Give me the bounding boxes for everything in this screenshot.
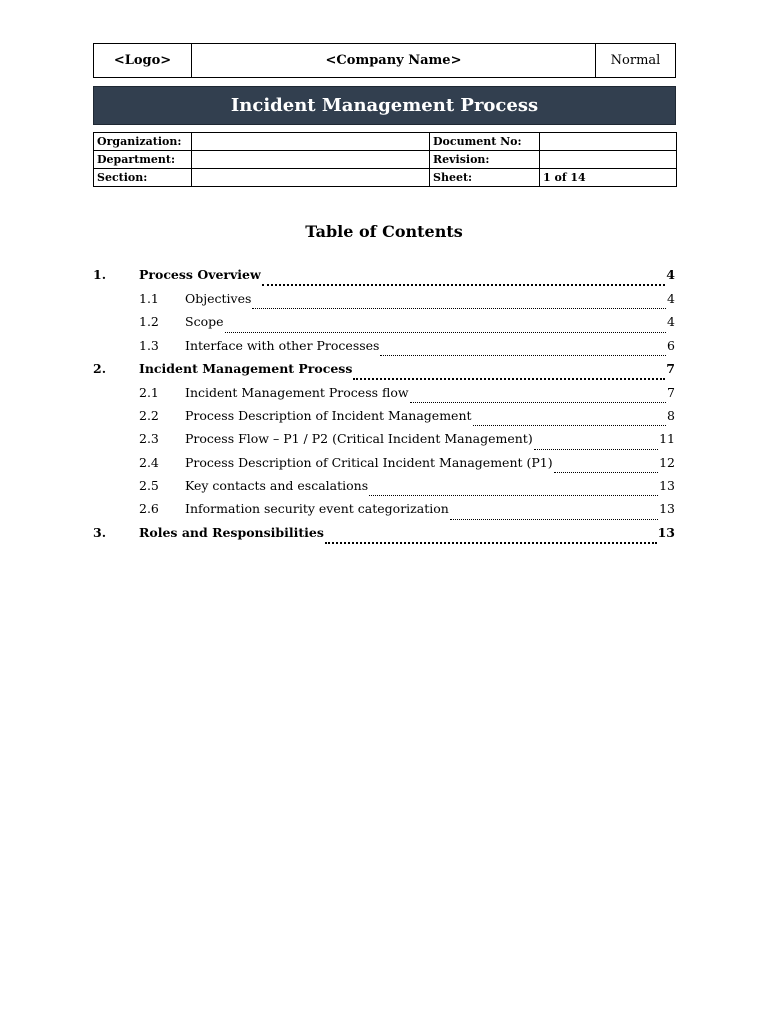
toc-dot-leader (450, 519, 658, 520)
toc-entry[interactable] (93, 267, 675, 291)
info-row-department (94, 151, 677, 169)
sheet-value: 1 of 14 (540, 169, 677, 187)
toc-entry[interactable] (93, 338, 675, 361)
section-label: Section: (94, 169, 192, 187)
toc-entry-label[interactable]: Process Description of Incident Management (185, 408, 472, 424)
organization-value (192, 133, 430, 151)
toc-dot-leader (252, 308, 666, 309)
toc-entry-number: 2.3 (139, 431, 159, 447)
header-table (93, 43, 676, 78)
department-label: Department: (94, 151, 192, 169)
toc-entry-label[interactable]: Process Overview (139, 267, 261, 282)
toc-dot-leader (262, 284, 666, 286)
toc-entry-label[interactable]: Information security event categorization (185, 501, 449, 517)
toc-entry-page[interactable]: 7 (666, 360, 675, 376)
toc-entry-page[interactable]: 8 (667, 408, 675, 424)
toc-dot-leader (353, 378, 665, 380)
toc-entry-page[interactable]: 12 (659, 454, 675, 470)
toc-entry[interactable] (93, 501, 675, 524)
toc-entry-label[interactable]: Key contacts and escalations (185, 478, 369, 494)
toc-entry-number: 1.2 (139, 314, 159, 330)
logo-placeholder: <Logo> (94, 44, 192, 77)
company-name: <Company Name> (192, 44, 596, 77)
toc-entry-number: 1. (93, 267, 107, 282)
toc-entry-label[interactable]: Incident Management Process flow (185, 384, 409, 400)
toc-entry-page[interactable]: 11 (659, 431, 675, 447)
toc-entry[interactable] (93, 408, 675, 431)
toc-entry-number: 2. (93, 360, 107, 376)
toc-entry-label[interactable]: Incident Management Process (139, 360, 353, 376)
toc-entry-number: 3. (93, 524, 107, 540)
sheet-label: Sheet: (430, 169, 540, 187)
toc-entry[interactable] (93, 431, 675, 454)
toc-entry-label[interactable]: Roles and Responsibilities (139, 524, 324, 540)
toc-dot-leader (369, 495, 658, 496)
toc-entry[interactable] (93, 478, 675, 501)
toc-entry-page[interactable]: 7 (667, 384, 675, 400)
toc-dot-leader (473, 425, 667, 426)
toc-entry-page[interactable]: 4 (667, 291, 675, 306)
toc-entry-number: 2.6 (139, 501, 159, 517)
toc-entry-number: 1.3 (139, 337, 159, 353)
section-value (192, 169, 430, 187)
toc-dot-leader (325, 542, 657, 544)
toc-entry[interactable] (93, 385, 675, 408)
toc-entry-label[interactable]: Process Flow – P1 / P2 (Critical Incident Management) (185, 431, 533, 447)
toc-entry-number: 2.5 (139, 478, 159, 494)
toc-entry-page[interactable]: 13 (657, 524, 675, 540)
info-row-section (94, 169, 677, 187)
toc-entry-page[interactable]: 4 (667, 314, 675, 330)
toc-dot-leader (410, 402, 666, 403)
toc-dot-leader (554, 472, 658, 473)
info-row-organization (94, 133, 677, 151)
toc-entry-label[interactable]: Scope (185, 314, 224, 330)
toc-entry[interactable] (93, 361, 675, 385)
toc-dot-leader (380, 355, 666, 356)
document-info-table (93, 132, 677, 187)
document-title: Incident Management Process (93, 86, 676, 125)
classification-label: Normal (610, 53, 661, 68)
toc-entry-page[interactable]: 13 (659, 501, 675, 517)
toc-entry-number: 2.2 (139, 408, 159, 424)
toc-entry-number: 1.1 (139, 291, 159, 306)
revision-label: Revision: (430, 151, 540, 169)
toc-entry-number: 2.4 (139, 454, 159, 470)
toc-entry-page[interactable]: 6 (667, 337, 675, 353)
revision-value (540, 151, 677, 169)
toc-entry-page[interactable]: 13 (659, 478, 675, 494)
organization-label: Organization: (94, 133, 192, 151)
document-no-label: Document No: (430, 133, 540, 151)
table-of-contents (93, 267, 675, 549)
toc-dot-leader (534, 449, 658, 450)
toc-entry-label[interactable]: Interface with other Processes (185, 337, 380, 353)
toc-entry-label[interactable]: Objectives (185, 291, 252, 306)
toc-heading: Table of Contents (305, 222, 463, 241)
toc-entry[interactable] (93, 525, 675, 549)
toc-entry[interactable] (93, 455, 675, 478)
toc-dot-leader (225, 332, 667, 333)
toc-entry-number: 2.1 (139, 384, 159, 400)
document-no-value (540, 133, 677, 151)
toc-entry[interactable] (93, 314, 675, 337)
toc-entry-label[interactable]: Process Description of Critical Incident Management (P1) (185, 454, 553, 470)
toc-entry-page[interactable]: 4 (666, 267, 675, 282)
toc-entry[interactable] (93, 291, 675, 314)
department-value (192, 151, 430, 169)
